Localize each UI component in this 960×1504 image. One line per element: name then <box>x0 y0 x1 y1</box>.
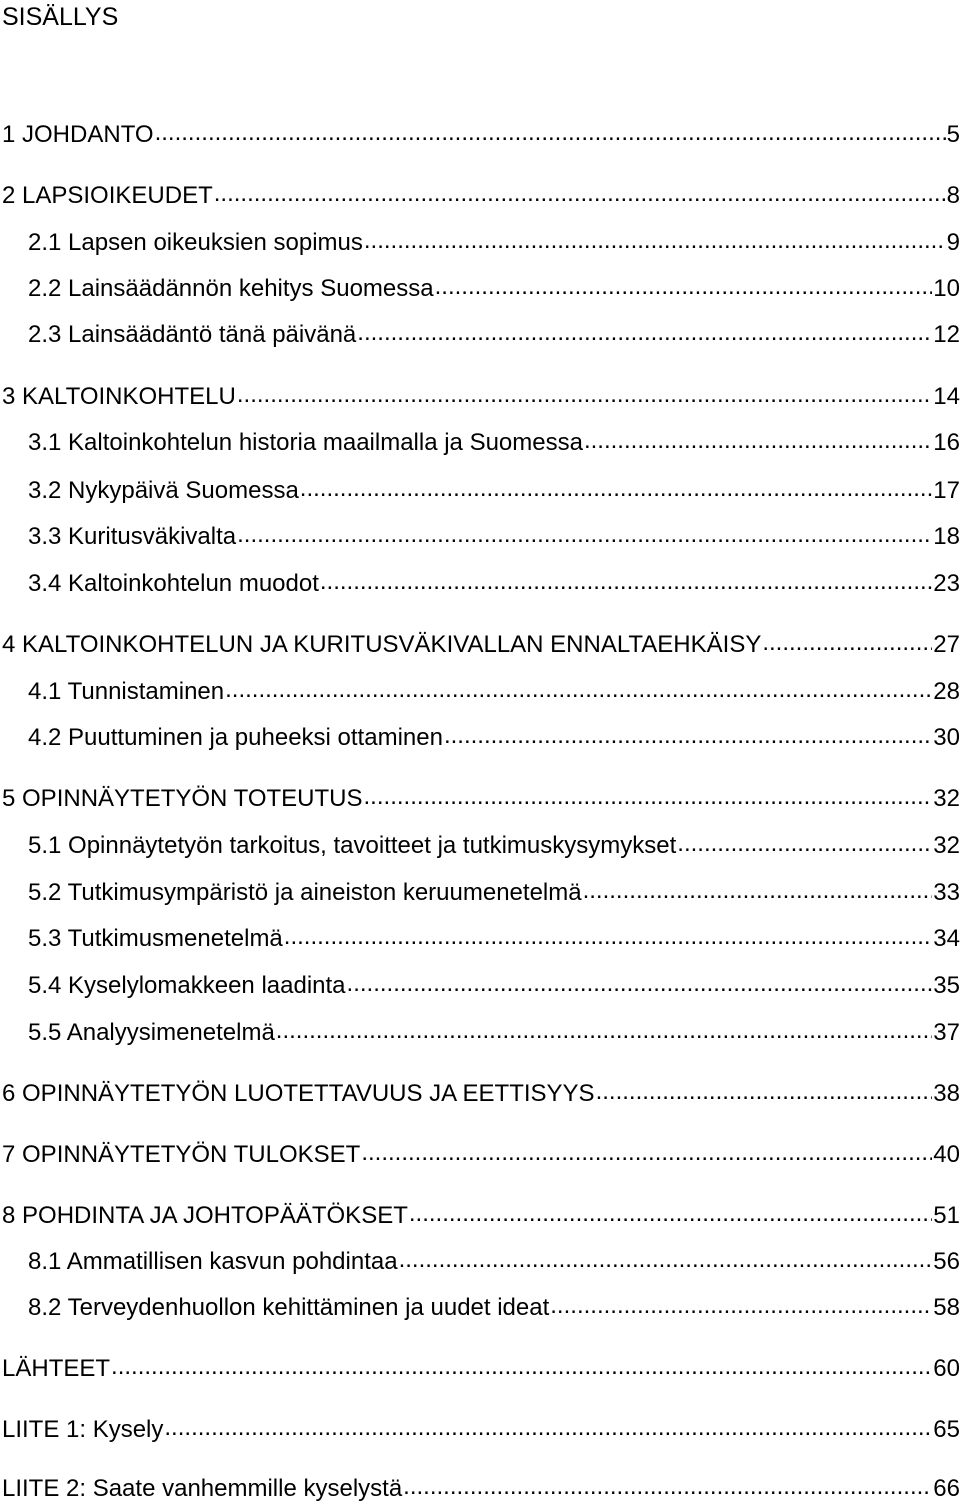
toc-entry-label: 5.3 Tutkimusmenetelmä <box>28 925 283 952</box>
toc-page-number: 51 <box>933 1202 960 1229</box>
toc-entry[interactable] <box>28 318 960 350</box>
toc-entry-label: 5.5 Analyysimenetelmä <box>28 1019 275 1046</box>
dot-leader <box>435 272 933 296</box>
dot-leader <box>276 1016 933 1040</box>
toc-page-number: 37 <box>933 1019 960 1046</box>
toc-page-number: 18 <box>933 523 960 550</box>
toc-entry-label: 5 OPINNÄYTETYÖN TOTEUTUS <box>2 785 363 812</box>
dot-leader <box>762 628 932 652</box>
dot-leader <box>111 1352 932 1376</box>
toc-entry-label: 8.2 Terveydenhuollon kehittäminen ja uudet ideat <box>28 1294 550 1321</box>
toc-page-number: 28 <box>933 678 960 705</box>
toc-page-number: 14 <box>933 383 960 410</box>
toc-entry[interactable] <box>2 1413 960 1445</box>
toc-entry-label: 8.1 Ammatillisen kasvun pohdintaa <box>28 1248 398 1275</box>
toc-entry[interactable] <box>28 272 960 304</box>
toc-entry[interactable] <box>28 721 960 753</box>
toc-entry-label: 6 OPINNÄYTETYÖN LUOTETTAVUUS JA EETTISYYS <box>2 1080 595 1107</box>
dot-leader <box>214 179 946 203</box>
toc-entry[interactable] <box>28 226 960 258</box>
toc-entry[interactable] <box>28 1245 960 1277</box>
toc-entry[interactable] <box>2 628 960 660</box>
dot-leader <box>399 1245 933 1269</box>
toc-entry[interactable] <box>2 782 960 814</box>
dot-leader <box>347 969 933 993</box>
toc-entry[interactable] <box>2 118 960 150</box>
toc-page-number: 56 <box>933 1248 960 1275</box>
toc-page-number: 40 <box>933 1141 960 1168</box>
toc-page-number: 58 <box>933 1294 960 1321</box>
toc-entry[interactable] <box>28 1291 960 1323</box>
toc-page-number: 16 <box>933 429 960 456</box>
toc-entry[interactable] <box>2 380 960 412</box>
dot-leader <box>357 318 932 342</box>
toc-page-number: 12 <box>933 321 960 348</box>
toc-page-number: 34 <box>933 925 960 952</box>
toc-entry-label: 2 LAPSIOIKEUDET <box>2 182 213 209</box>
toc-page-number: 32 <box>933 832 960 859</box>
toc-page-number: 30 <box>933 724 960 751</box>
toc-entry[interactable] <box>28 1016 960 1048</box>
dot-leader <box>237 380 932 404</box>
dot-leader <box>677 829 932 853</box>
dot-leader <box>284 922 933 946</box>
toc-entry-label: 2.2 Lainsäädännön kehitys Suomessa <box>28 275 434 302</box>
toc-entry-label: 5.2 Tutkimusympäristö ja aineiston keruumenetelmä <box>28 879 582 906</box>
toc-entry[interactable] <box>28 876 960 908</box>
toc-entry-label: 3.2 Nykypäivä Suomessa <box>28 477 299 504</box>
toc-entry[interactable] <box>2 1138 960 1170</box>
toc-entry-label: LIITE 1: Kysely <box>2 1416 164 1443</box>
dot-leader <box>403 1472 932 1496</box>
toc-entry-label: LÄHTEET <box>2 1355 111 1382</box>
toc-entry[interactable] <box>2 1352 960 1384</box>
dot-leader <box>364 782 933 806</box>
toc-entry-label: 4.2 Puuttuminen ja puheeksi ottaminen <box>28 724 443 751</box>
toc-page-number: 65 <box>933 1416 960 1443</box>
toc-entry-label: 1 JOHDANTO <box>2 121 154 148</box>
toc-page-number: 5 <box>946 121 960 148</box>
toc-entry[interactable] <box>28 922 960 954</box>
dot-leader <box>164 1413 932 1437</box>
toc-page-number: 35 <box>933 972 960 999</box>
toc-page-number: 17 <box>933 477 960 504</box>
toc-entry-label: 3 KALTOINKOHTELU <box>2 383 236 410</box>
toc-entry[interactable] <box>2 179 960 211</box>
toc-entry[interactable] <box>28 474 960 506</box>
dot-leader <box>300 474 933 498</box>
dot-leader <box>237 520 932 544</box>
toc-page-number: 60 <box>933 1355 960 1382</box>
dot-leader <box>444 721 932 745</box>
toc-entry[interactable] <box>2 1472 960 1504</box>
toc-entry-label: 8 POHDINTA JA JOHTOPÄÄTÖKSET <box>2 1202 408 1229</box>
toc-page-number: 8 <box>946 182 960 209</box>
toc-entry-label: 3.1 Kaltoinkohtelun historia maailmalla ja Suomessa <box>28 429 583 456</box>
toc-entry[interactable] <box>28 969 960 1001</box>
toc-entry[interactable] <box>28 520 960 552</box>
toc-entry-label: 2.1 Lapsen oikeuksien sopimus <box>28 229 363 256</box>
toc-entry-label: LIITE 2: Saate vanhemmille kyselystä <box>2 1475 403 1502</box>
dot-leader <box>155 118 946 142</box>
dot-leader <box>364 226 946 250</box>
dot-leader <box>320 567 932 591</box>
toc-entry[interactable] <box>28 829 960 861</box>
toc-entry-label: 3.4 Kaltoinkohtelun muodot <box>28 570 319 597</box>
toc-page-number: 33 <box>933 879 960 906</box>
toc-page-number: 27 <box>933 631 960 658</box>
dot-leader <box>583 876 933 900</box>
toc-entry[interactable] <box>28 567 960 599</box>
toc-page-number: 66 <box>933 1475 960 1502</box>
toc-entry-label: 2.3 Lainsäädäntö tänä päivänä <box>28 321 357 348</box>
dot-leader <box>361 1138 932 1162</box>
dot-leader <box>225 675 932 699</box>
toc-page-number: 10 <box>933 275 960 302</box>
dot-leader <box>550 1291 932 1315</box>
toc-entry[interactable] <box>2 1077 960 1109</box>
toc-page-number: 38 <box>933 1080 960 1107</box>
toc-page-number: 9 <box>946 229 960 256</box>
dot-leader <box>409 1199 932 1223</box>
toc-entry-label: 4.1 Tunnistaminen <box>28 678 225 705</box>
toc-entry-label: 5.4 Kyselylomakkeen laadinta <box>28 972 346 999</box>
dot-leader <box>596 1077 933 1101</box>
toc-page-number: 23 <box>933 570 960 597</box>
toc-entry-label: 4 KALTOINKOHTELUN JA KURITUSVÄKIVALLAN ENNALTAEHKÄISY <box>2 631 762 658</box>
dot-leader <box>584 426 932 450</box>
toc-page-number: 32 <box>933 785 960 812</box>
toc-entry-label: 3.3 Kuritusväkivalta <box>28 523 237 550</box>
toc-entry[interactable] <box>28 675 960 707</box>
toc-entry[interactable] <box>2 1199 960 1231</box>
toc-entry[interactable] <box>28 426 960 458</box>
toc-entry-label: 5.1 Opinnäytetyön tarkoitus, tavoitteet ja tutkimuskysymykset <box>28 832 677 859</box>
page-title: SISÄLLYS <box>2 3 119 31</box>
toc-entry-label: 7 OPINNÄYTETYÖN TULOKSET <box>2 1141 361 1168</box>
